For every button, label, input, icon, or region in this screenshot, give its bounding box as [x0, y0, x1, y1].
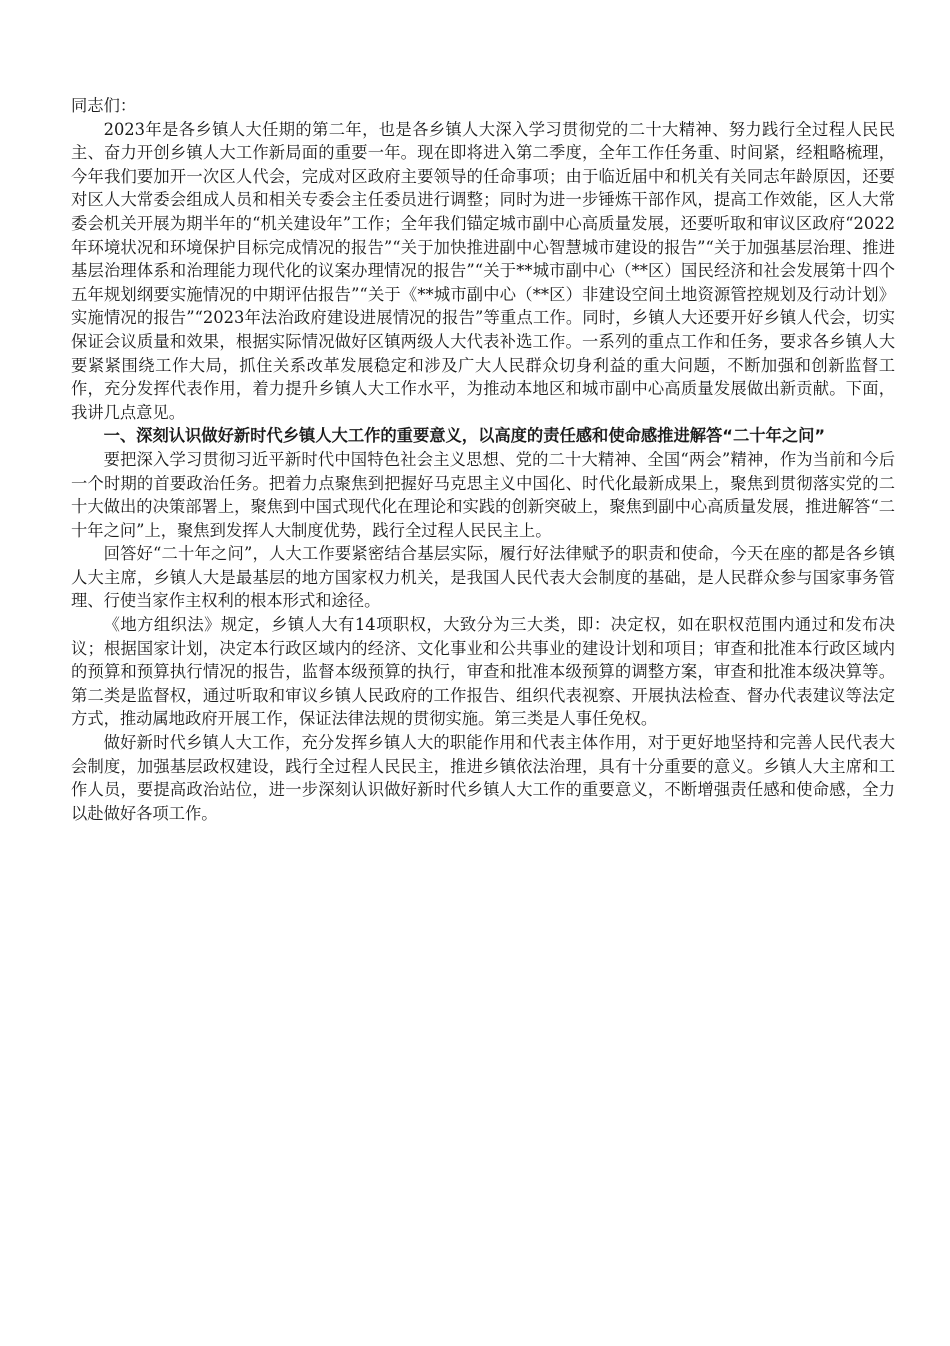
document-body — [71, 94, 895, 825]
paragraph-intro: 2023年是各乡镇人大任期的第二年，也是各乡镇人大深入学习贯彻党的二十大精神、努力践行全过程人民民主、奋力开创乡镇人大工作新局面的重要一年。现在即将进入第二季度，全年工作任务重、时间紧，经粗略梳理，今年我们要加开一次区人代会，完成对区政府主要领导的任命事项；由于临近届中和机关有关同志年龄原因，还要对区人大常委会组成人员和相关专委会主任委员进行调整；同时为进一步锤炼干部作风，提高工作效能，区人大常委会机关开展为期半年的“机关建设年”工作；全年我们锚定城市副中心高质量发展，还要听取和审议区政府“2022年环境状况和环境保护目标完成情况的报告”“关于加快推进副中心智慧城市建设的报告”“关于加强基层治理、推进基层治理体系和治理能力现代化的议案办理情况的报告”“关于**城市副中心（**区）国民经济和社会发展第十四个五年规划纲要实施情况的中期评估报告”“关于《**城市副中心（**区）非建设空间土地资源管控规划及行动计划》实施情况的报告”“2023年法治政府建设进展情况的报告”等重点工作。同时，乡镇人大还要开好乡镇人代会，切实保证会议质量和效果，根据实际情况做好区镇两级人大代表补选工作。一系列的重点工作和任务，要求各乡镇人大要紧紧围绕工作大局，抓住关系改革发展稳定和涉及广大人民群众切身利益的重大问题，不断加强和创新监督工作，充分发挥代表作用，着力提升乡镇人大工作水平，为推动本地区和城市副中心高质量发展做出新贡献。下面，我讲几点意见。 — [71, 119, 895, 422]
paragraph-study: 要把深入学习贯彻习近平新时代中国特色社会主义思想、党的二十大精神、全国“两会”精神，作为当前和今后一个时期的首要政治任务。把着力点聚焦到把握好马克思主义中国化、时代化最新成果上，聚焦到贯彻落实党的二十大做出的决策部署上，聚焦到中国式现代化在理论和实践的创新突破上，聚焦到副中心高质量发展，推进解答“二十年之问”上，聚焦到发挥人大制度优势，践行全过程人民民主上。 — [71, 449, 895, 540]
paragraph-significance: 做好新时代乡镇人大工作，充分发挥乡镇人大的职能作用和代表主体作用，对于更好地坚持和完善人民代表大会制度，加强基层政权建设，践行全过程人民民主，推进乡镇依法治理，具有十分重要的意义。乡镇人大主席和工作人员，要提高政治站位，进一步深刻认识做好新时代乡镇人大工作的重要意义，不断增强责任感和使命感，全力以赴做好各项工作。 — [71, 733, 895, 823]
paragraph-powers: 《地方组织法》规定，乡镇人大有14项职权，大致分为三大类，即：决定权，如在职权范围内通过和发布决议；根据国家计划，决定本行政区域内的经济、文化事业和公共事业的建设计划和项目；审查和批准本行政区域内的预算和预算执行情况的报告，监督本级预算的执行，审查和批准本级预算的调整方案，审查和批准本级决算等。第二类是监督权，通过听取和审议乡镇人民政府的工作报告、组织代表视察、开展执法检查、督办代表建议等法定方式，推动属地政府开展工作，保证法律法规的贯彻实施。第三类是人事任免权。 — [71, 615, 895, 729]
salutation: 同志们： — [71, 96, 137, 115]
paragraph-answer: 回答好“二十年之问”，人大工作要紧密结合基层实际，履行好法律赋予的职责和使命，今天在座的都是各乡镇人大主席，乡镇人大是最基层的地方国家权力机关，是我国人民代表大会制度的基础，是人民群众参与国家事务管理、行使当家作主权利的根本形式和途径。 — [71, 544, 895, 611]
section-heading-1: 一、深刻认识做好新时代乡镇人大工作的重要意义，以高度的责任感和使命感推进解答“二十年之问” — [103, 426, 826, 446]
